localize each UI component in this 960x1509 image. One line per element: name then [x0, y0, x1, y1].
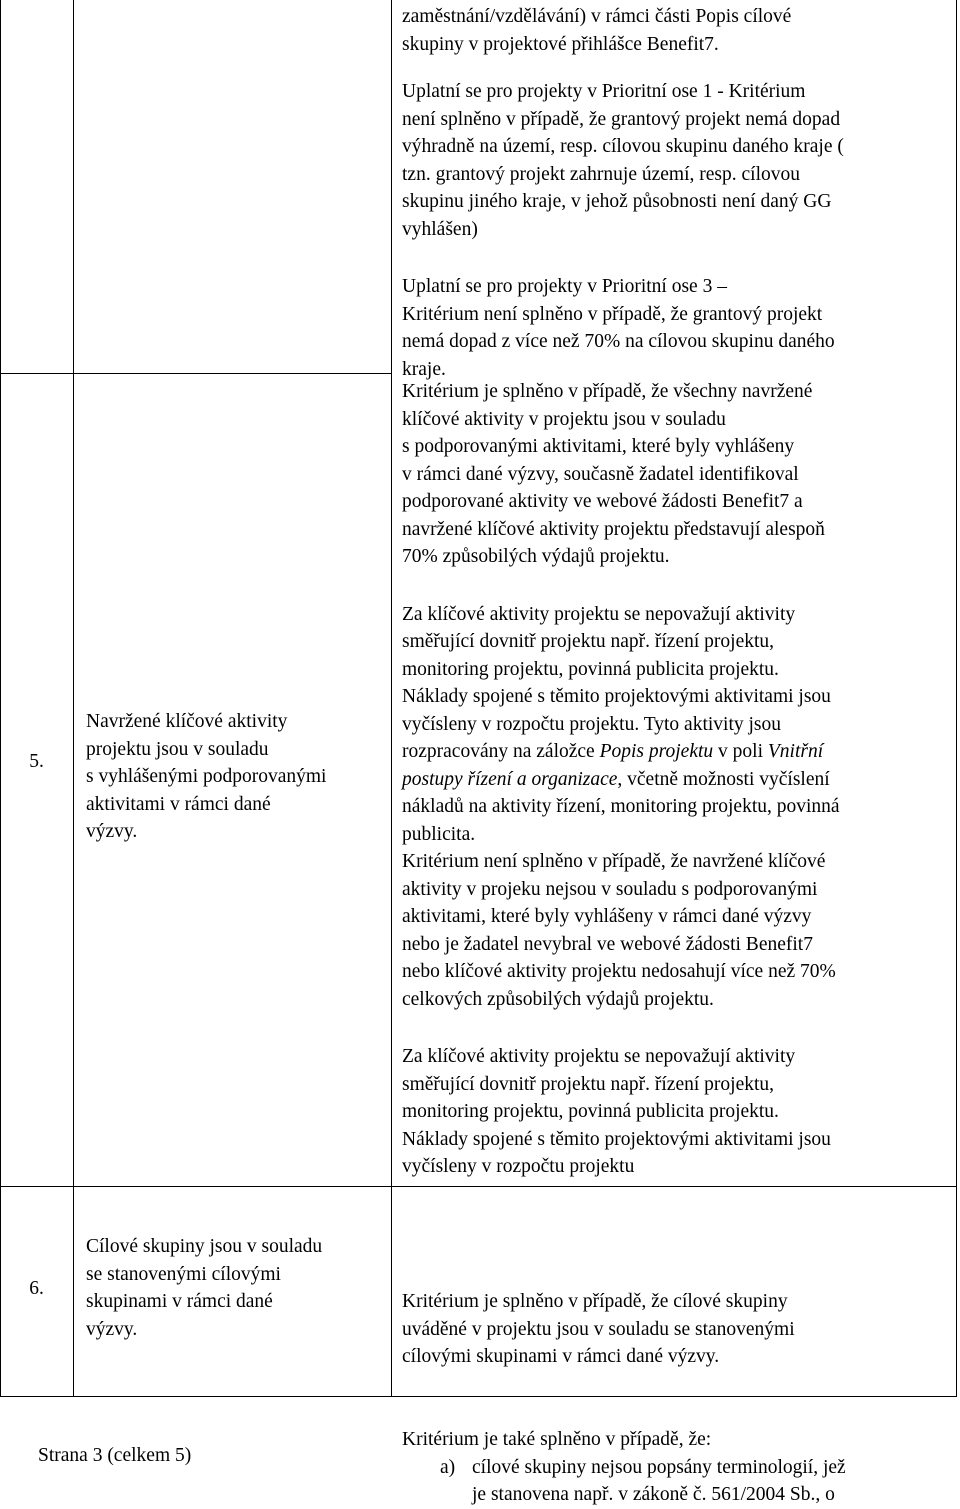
text-line: aktivity v projeku nejsou v souladu s podporovanými	[402, 878, 818, 900]
italic-term: Popis projektu	[599, 741, 714, 762]
text-line: Navržené klíčové aktivity	[86, 711, 288, 732]
text-line: podporované aktivity ve webové žádosti Benefit7 a	[402, 491, 803, 512]
text-line: zaměstnání/vzdělávání) v rámci části Popis cílové	[402, 6, 792, 27]
text-line: Kritérium není splněno v případě, že navržené klíčové	[402, 851, 826, 872]
text-line: Cílové skupiny jsou v souladu	[86, 1236, 323, 1257]
row6-number: 6.	[29, 1278, 44, 1299]
text-line: s vyhlášenými podporovanými	[86, 766, 327, 787]
text-line: Za klíčové aktivity projektu se nepovažují aktivity	[402, 603, 796, 625]
text-line: Kritérium je splněno v případě, že cílové skupiny	[402, 1291, 788, 1312]
text-line: kraje.	[402, 358, 446, 380]
row4-priority-axis-1	[402, 78, 957, 243]
text-run: v poli	[713, 741, 768, 762]
text-line: Za klíčové aktivity projektu se nepovažují aktivity	[402, 1046, 796, 1067]
text-line	[402, 741, 823, 762]
row6-criterion	[86, 1233, 386, 1343]
text-line: s podporovanými aktivitami, které byly vyhlášeny	[402, 436, 795, 457]
text-line: Uplatní se pro projekty v Prioritní ose 3 –	[402, 276, 727, 297]
row-divider-5-6	[0, 1186, 957, 1187]
text-line: se stanovenými cílovými	[86, 1263, 281, 1285]
text-line: aktivitami, které byly vyhlášeny v rámci dané výzvy	[402, 906, 812, 927]
text-line: Uplatní se pro projekty v Prioritní ose 1 - Kritérium	[402, 81, 806, 102]
text-line: monitoring projektu, povinná publicita projektu.	[402, 658, 779, 680]
text-line: Kritérium není splněno v případě, že grantový projekt	[402, 303, 823, 325]
text-run: , včetně možnosti vyčíslení	[617, 768, 830, 790]
text-line: vyčísleny v rozpočtu projektu	[402, 1156, 635, 1177]
text-line: projektu jsou v souladu	[86, 738, 269, 760]
row5-criterion-not-met	[402, 848, 957, 1013]
row-divider-4-5	[0, 373, 391, 374]
text-line: výhradně na území, resp. cílovou skupinu daného kraje (	[402, 136, 844, 157]
text-line: nebo klíčové aktivity projektu nedosahují více než 70%	[402, 961, 836, 982]
table-bottom-border	[0, 1396, 957, 1397]
text-run: rozpracovány na záložce	[402, 741, 600, 762]
text-line: výzvy.	[86, 821, 138, 842]
text-line: monitoring projektu, povinná publicita projektu.	[402, 1101, 779, 1122]
row5-key-activities-note-2	[402, 1043, 957, 1181]
text-line: 70% způsobilých výdajů projektu.	[402, 546, 670, 567]
text-line: není splněno v případě, že grantový projekt nemá dopad	[402, 108, 841, 130]
row5-key-activities-note	[402, 601, 957, 849]
text-line: navržené klíčové aktivity projektu představují alespoň	[402, 518, 825, 540]
text-line: nákladů na aktivity řízení, monitoring projektu, povinná	[402, 796, 840, 817]
text-line: je stanovena např. v zákoně č. 561/2004 Sb., o	[472, 1484, 835, 1505]
list-item	[402, 1454, 957, 1509]
column-divider-number	[73, 0, 74, 1397]
text-line: nebo je žadatel nevybral ve webové žádosti Benefit7	[402, 933, 813, 955]
text-line: Náklady spojené s těmito projektovými aktivitami jsou	[402, 686, 831, 707]
text-line: cílové skupiny nejsou popsány terminologií, jež	[472, 1456, 846, 1478]
row5-number: 5.	[29, 751, 44, 772]
italic-term: postupy řízení a organizace	[402, 768, 618, 790]
text-line: nemá dopad z více než 70% na cílovou skupinu daného	[402, 331, 835, 352]
text-line: cílovými skupinami v rámci dané výzvy.	[402, 1346, 720, 1367]
text-line: výzvy.	[86, 1318, 138, 1340]
criterion-also-met	[402, 1426, 957, 1509]
text-line: skupinami v rámci dané	[86, 1291, 273, 1312]
row5-criterion-met	[402, 378, 957, 571]
text-line: v rámci dané výzvy, současně žadatel identifikoval	[402, 463, 799, 485]
text-line: Náklady spojené s těmito projektovými aktivitami jsou	[402, 1128, 831, 1150]
condition-list	[402, 1454, 957, 1509]
text-line: směřující dovnitř projektu např. řízení projektu,	[402, 1073, 775, 1095]
row4-paragraph-1	[402, 3, 957, 58]
text-line: aktivitami v rámci dané	[86, 793, 271, 815]
column-divider-criterion	[391, 0, 392, 1397]
row6-criterion-met	[402, 1288, 957, 1371]
text-line: tzn. grantový projekt zahrnuje území, resp. cílovou	[402, 163, 800, 185]
text-line: skupiny v projektové přihlášce Benefit7.	[402, 33, 719, 55]
text-line: celkových způsobilých výdajů projektu.	[402, 988, 714, 1010]
italic-term: Vnitřní	[767, 741, 824, 762]
text-line: vyhlášen)	[402, 218, 478, 240]
list-marker: a)	[440, 1456, 456, 1478]
text-line	[402, 769, 830, 790]
row5-description	[402, 378, 957, 1181]
text-line: Kritérium je splněno v případě, že všechny navržené	[402, 381, 813, 402]
criterion-also-met-intro: Kritérium je také splněno v případě, že:	[402, 1429, 712, 1450]
text-line: publicita.	[402, 823, 476, 845]
table-left-border	[0, 0, 1, 1397]
page-number: Strana 3 (celkem 5)	[38, 1445, 192, 1466]
text-line: skupinu jiného kraje, v jehož působnosti není daný GG	[402, 191, 832, 212]
text-line: uváděné v projektu jsou v souladu se stanovenými	[402, 1318, 795, 1340]
text-line: směřující dovnitř projektu např. řízení projektu,	[402, 631, 775, 652]
row5-criterion	[86, 708, 386, 846]
text-line: klíčové aktivity v projektu jsou v souladu	[402, 408, 726, 430]
row4-description	[402, 3, 957, 383]
row4-priority-axis-3	[402, 273, 957, 383]
text-line: vyčísleny v rozpočtu projektu. Tyto aktivity jsou	[402, 713, 782, 735]
